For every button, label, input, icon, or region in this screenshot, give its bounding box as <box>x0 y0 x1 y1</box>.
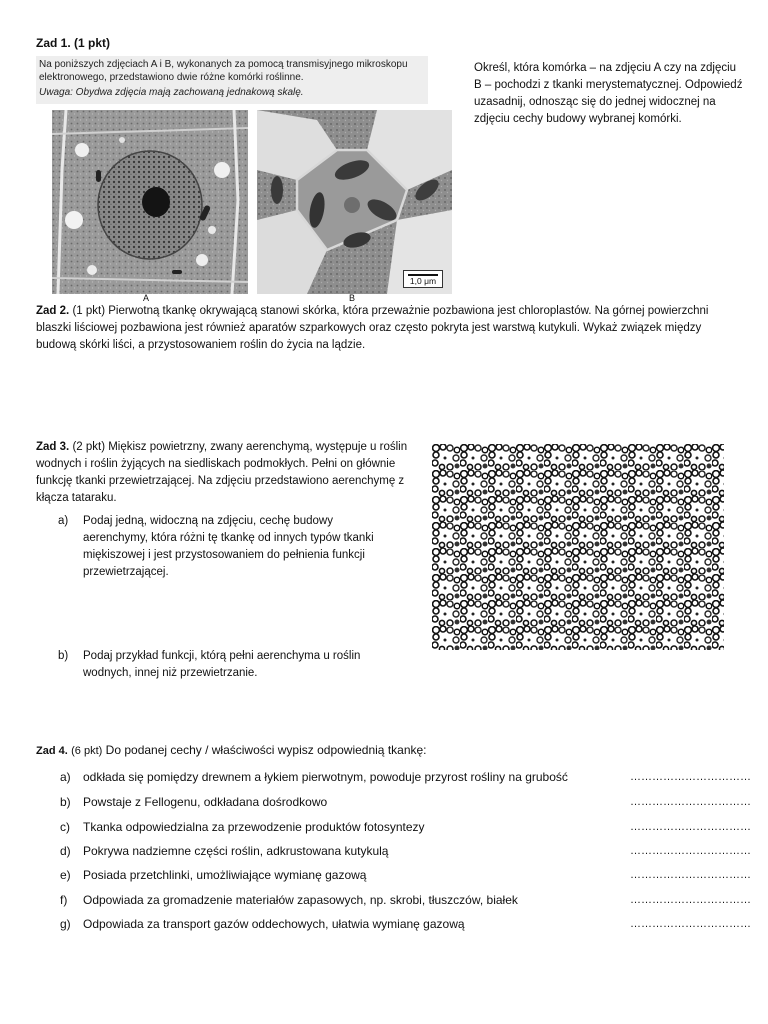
answer-blank[interactable]: …………………………… <box>630 771 751 783</box>
task3 <box>36 439 426 507</box>
task1-note: Uwaga: Obydwa zdjęcia mają zachowaną jednakową skalę. <box>39 87 304 98</box>
micrograph-a <box>52 110 248 294</box>
task4-item <box>60 915 751 935</box>
task3-label: Zad 3. <box>36 441 70 453</box>
task4-item <box>60 793 751 813</box>
scale-bar-label: 1,0 μm <box>409 276 437 286</box>
answer-blank[interactable]: …………………………… <box>630 796 751 808</box>
scale-bar <box>403 270 443 288</box>
task2-text: (1 pkt) Pierwotną tkankę okrywającą stanowi skórka, która przeważnie pozbawiona jest chloroplastów. Na górnej powierzchni blaszki liściowej pozbawiona jest również aparatów szparkowych oraz często pokryta jest warstwą kutykuli. Wykaż związek między budową skórki liści, a przystosowaniem roślin do życia na lądzie. <box>36 305 709 351</box>
task3-question-a <box>60 513 390 581</box>
task3-a-text: Podaj jedną, widoczną na zdjęciu, cechę budowy aerenchymy, która różni tę tkankę od innych typów tkanki miękiszowej i jest przystosowaniem do pełnienia funkcji przewietrzającej. <box>83 515 374 578</box>
task4-item <box>60 768 751 788</box>
task4-item-text: Odpowiada za transport gazów oddechowych, ułatwia wymianę gazową <box>83 917 465 931</box>
task4-item-text: Tkanka odpowiedzialna za przewodzenie produktów fotosyntezy <box>83 820 425 834</box>
task4-item <box>60 842 751 862</box>
task3-a-letter: a) <box>58 515 69 527</box>
task4-item-letter: a) <box>60 770 71 784</box>
task3-b-letter: b) <box>58 650 69 662</box>
task4-item <box>60 866 751 886</box>
task4-item-text: odkłada się pomiędzy drewnem a łykiem pierwotnym, powoduje przyrost rośliny na grubość <box>83 770 568 784</box>
task4-item-letter: d) <box>60 844 71 858</box>
task1-intro-box <box>36 56 428 104</box>
task2-label: Zad 2. <box>36 305 70 317</box>
task3-text: (2 pkt) Miękisz powietrzny, zwany aerenchymą, występuje u roślin wodnych i roślin żyjących na siedliskach podmokłych. Pełni on głównie funkcję tkanki przewietrzającej. Na zdjęciu przedstawiono aerenchymę z kłącza tataraku. <box>36 441 408 504</box>
task1-heading: Zad 1. (1 pkt) <box>36 36 111 50</box>
task4-item-letter: b) <box>60 795 71 809</box>
task3-question-b <box>60 648 390 682</box>
task4-item-text: Posiada przetchlinki, umożliwiające wymianę gazową <box>83 868 367 882</box>
photo-a-label: A <box>143 293 150 303</box>
task4-instruction: Do podanej cechy / właściwości wypisz odpowiednią tkankę: <box>105 743 427 757</box>
task1-intro-text: Na poniższych zdjęciach A i B, wykonanych za pomocą transmisyjnego mikroskopu elektronowego, przedstawiono dwie różne komórki roślinne. <box>39 59 408 83</box>
task4-item-text: Odpowiada za gromadzenie materiałów zapasowych, np. skrobi, tłuszczów, białek <box>83 893 518 907</box>
photo-b-label: B <box>349 293 356 303</box>
answer-blank[interactable]: …………………………… <box>630 821 751 833</box>
answer-blank[interactable]: …………………………… <box>630 894 751 906</box>
task4-heading <box>36 742 427 760</box>
aerenchyma-photo <box>432 444 724 650</box>
task3-b-text: Podaj przykład funkcji, którą pełni aerenchyma u roślin wodnych, innej niż przewietrzanie. <box>83 650 361 679</box>
task4-item-letter: g) <box>60 917 71 931</box>
task4-label: Zad 4. <box>36 745 68 757</box>
scale-bar-line <box>408 274 438 276</box>
answer-blank[interactable]: …………………………… <box>630 845 751 857</box>
task4-item-text: Pokrywa nadziemne części roślin, adkrustowana kutykulą <box>83 844 389 858</box>
micrograph-b <box>257 110 452 294</box>
task4-item-text: Powstaje z Fellogenu, odkładana dośrodkowo <box>83 795 328 809</box>
task4-item-letter: c) <box>60 820 70 834</box>
task4-item <box>60 891 751 911</box>
answer-blank[interactable]: …………………………… <box>630 869 751 881</box>
task4-item-letter: f) <box>60 893 68 907</box>
task4-points: (6 pkt) <box>71 745 103 757</box>
answer-blank[interactable]: …………………………… <box>630 918 751 930</box>
task2 <box>36 303 736 354</box>
task4-item-letter: e) <box>60 868 71 882</box>
task4-item <box>60 818 751 838</box>
task1-question: Określ, która komórka – na zdjęciu A czy na zdjęciu B – pochodzi z tkanki merystematycznej. Odpowiedź uzasadnij, odnosząc się do jednej widocznej na zdjęciu cechy budowy wybranej komórki. <box>474 62 743 125</box>
